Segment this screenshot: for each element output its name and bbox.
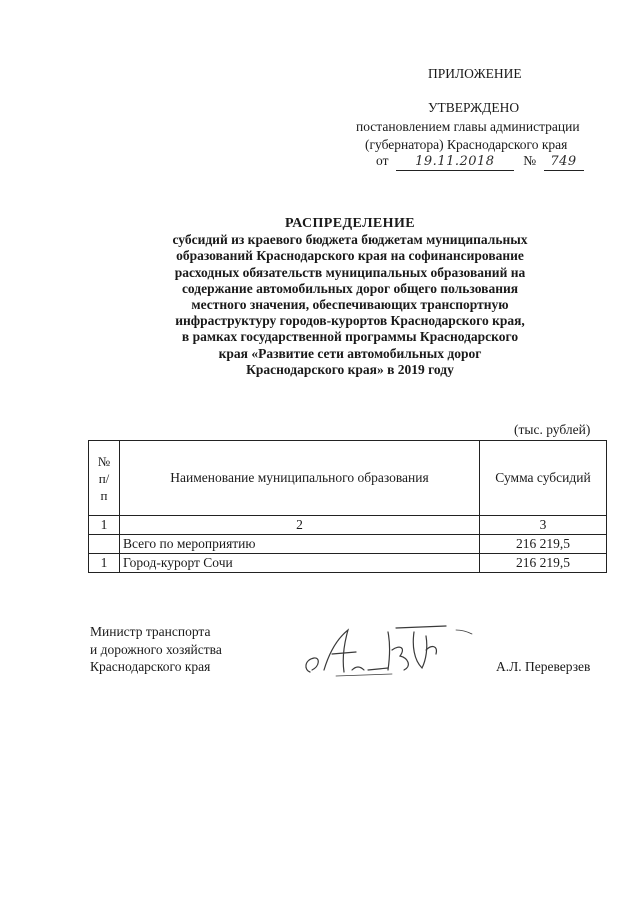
handwritten-signature [296, 620, 486, 682]
title-line: расходных обязательств муниципальных образований на [174, 264, 526, 280]
decree-number: 749 [544, 155, 584, 171]
decree-date: 19.11.2018 [396, 155, 514, 171]
signer-name: А.Л. Переверзев [496, 659, 591, 674]
table-row [89, 535, 607, 554]
decree-line-2: (губернатора) Краснодарского края [365, 137, 568, 152]
title-line: образований Краснодарского края на софинансирование [176, 248, 524, 264]
row-number: 1 [89, 554, 120, 573]
column-number: 1 [89, 516, 120, 535]
row-amount: 216 219,5 [480, 535, 607, 554]
header-number-line: п/ [98, 470, 110, 486]
title-line: в рамках государственной программы Краснодарского [181, 329, 519, 345]
number-prefix: № [523, 153, 537, 168]
row-amount: 216 219,5 [480, 554, 607, 573]
header-amount: Сумма субсидий [480, 441, 607, 516]
title-line: Краснодарского края» в 2019 году [246, 361, 454, 377]
approved-label: УТВЕРЖДЕНО [428, 100, 520, 115]
decree-line-1: постановлением главы администрации [356, 119, 580, 134]
column-number-row [89, 516, 607, 535]
column-number: 2 [120, 516, 480, 535]
table-row [89, 554, 607, 573]
signer-position-line-2: и дорожного хозяйства [90, 642, 222, 657]
header-number [89, 441, 120, 516]
units-label: (тыс. рублей) [514, 422, 591, 437]
signer-position-line-3: Краснодарского края [90, 659, 211, 674]
subsidy-table [88, 440, 607, 573]
decree-date-line [376, 153, 584, 171]
row-name: Всего по мероприятию [120, 535, 480, 554]
header-number-line: п [100, 487, 108, 503]
title-line: субсидий из краевого бюджета бюджетам муниципальных [172, 232, 528, 248]
document-title [130, 216, 570, 378]
appendix-label: ПРИЛОЖЕНИЕ [428, 66, 522, 81]
column-number: 3 [480, 516, 607, 535]
title-line: местного значения, обеспечивающих транспортную [191, 297, 509, 313]
title-line: края «Развитие сети автомобильных дорог [218, 345, 482, 361]
header-name: Наименование муниципального образования [120, 441, 480, 516]
title-line: содержание автомобильных дорог общего пользования [181, 280, 519, 296]
title-line: инфраструктуру городов-курортов Краснодарского края, [175, 313, 525, 329]
row-number [89, 535, 120, 554]
signer-position-line-1: Министр транспорта [90, 624, 211, 639]
table-header-row [89, 441, 607, 516]
date-prefix: от [376, 153, 389, 168]
row-name: Город-курорт Сочи [120, 554, 480, 573]
title-heading: РАСПРЕДЕЛЕНИЕ [285, 216, 415, 231]
header-number-line: № [97, 453, 111, 469]
